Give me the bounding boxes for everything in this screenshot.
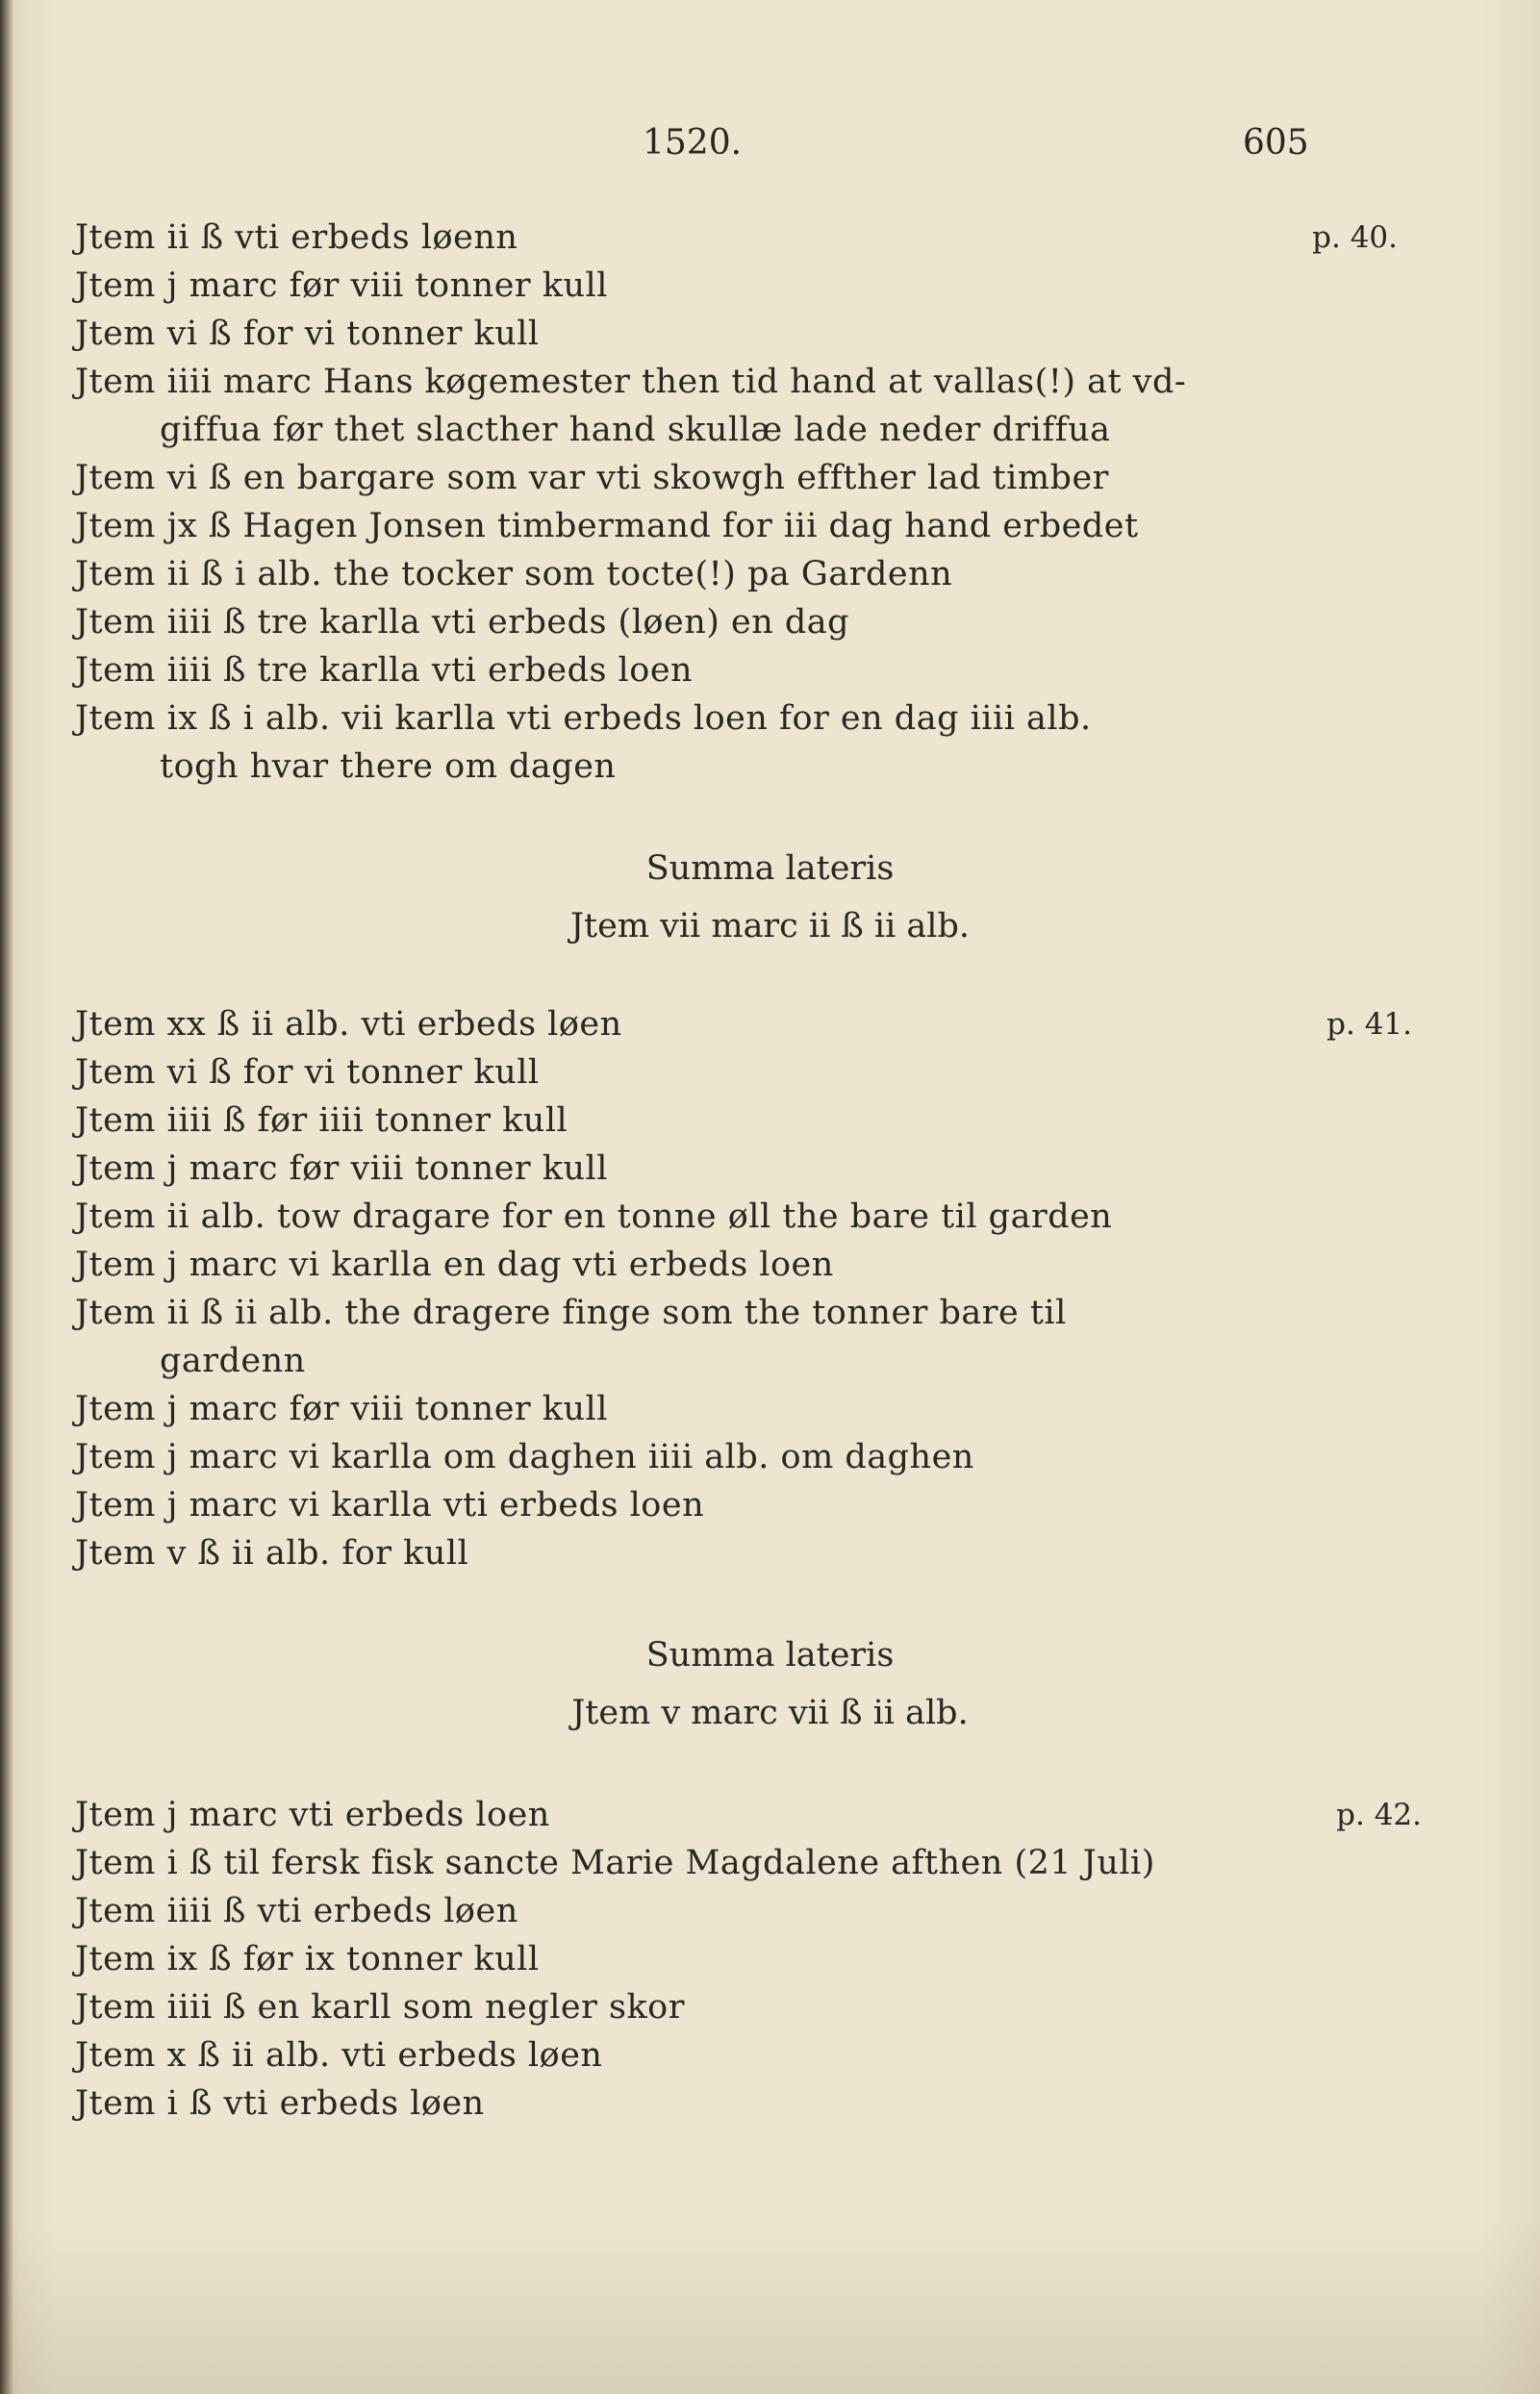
header-year: 1520.	[643, 123, 743, 163]
entry-line: Jtem i ß til fersk fisk sancte Marie Magdalene afthen (21 Juli)	[75, 1844, 1155, 1882]
summa-label: Summa lateris	[645, 1636, 895, 1675]
book-binding-edge	[0, 0, 13, 2394]
entry-line-continuation: giffua før thet slacther hand skullæ lade neder driffua	[160, 411, 1111, 449]
entry-line: Jtem iiii ß tre karlla vti erbeds loen	[75, 651, 694, 690]
entry-line: Jtem iiii ß tre karlla vti erbeds (løen) en dag	[75, 603, 850, 642]
page-reference: p. 42.	[1336, 1798, 1422, 1832]
entry-line: Jtem iiii ß en karll som negler skor	[75, 1988, 685, 2027]
entry-line: Jtem ii alb. tow dragare for en tonne øll the bare til garden	[75, 1197, 1113, 1236]
entry-line: Jtem j marc før viii tonner kull	[75, 1390, 608, 1428]
entry-block-p42	[75, 1791, 1441, 2128]
page-reference: p. 40.	[1312, 220, 1398, 255]
entry-line: Jtem j marc før viii tonner kull	[75, 1149, 608, 1188]
summa-value: Jtem vii marc ii ß ii alb.	[569, 907, 971, 945]
entry-line: Jtem v ß ii alb. for kull	[75, 1534, 469, 1573]
entry-line: Jtem ix ß i alb. vii karlla vti erbeds loen for en dag iiii alb.	[75, 699, 1092, 738]
entry-line: Jtem iiii ß vti erbeds løen	[75, 1892, 518, 1930]
summa-value: Jtem v marc vii ß ii alb.	[571, 1694, 969, 1732]
entry-line: Jtem jx ß Hagen Jonsen timbermand for iii dag hand erbedet	[75, 507, 1139, 545]
entry-line: Jtem j marc før viii tonner kull	[75, 266, 608, 305]
entry-line: Jtem vi ß for vi tonner kull	[75, 315, 540, 353]
entry-line-continuation: togh hvar there om dagen	[160, 747, 617, 786]
entry-line: Jtem ii ß i alb. the tocker som tocte(!) pa Gardenn	[75, 555, 953, 593]
entry-line: Jtem ii ß ii alb. the dragere finge som the tonner bare til	[75, 1294, 1067, 1332]
entry-line: Jtem j marc vi karlla om daghen iiii alb. om daghen	[75, 1438, 974, 1476]
entry-line: Jtem ii ß vti erbeds løenn	[75, 218, 518, 257]
entry-line: Jtem xx ß ii alb. vti erbeds løen	[75, 1005, 622, 1044]
page-bottom-shading	[0, 2221, 1540, 2394]
entry-line: Jtem vi ß en bargare som var vti skowgh effther lad timber	[75, 459, 1109, 497]
entry-line-continuation: gardenn	[160, 1342, 306, 1380]
entry-line: Jtem vi ß for vi tonner kull	[75, 1053, 540, 1092]
entry-line: Jtem i ß vti erbeds løen	[75, 2084, 485, 2123]
entry-line: Jtem j marc vi karlla en dag vti erbeds loen	[75, 1246, 834, 1284]
entry-line: Jtem j marc vi karlla vti erbeds loen	[75, 1486, 705, 1525]
entry-line: Jtem iiii ß før iiii tonner kull	[75, 1101, 568, 1140]
summa-label: Summa lateris	[645, 849, 895, 888]
entry-line: Jtem ix ß før ix tonner kull	[75, 1940, 540, 1978]
page-reference: p. 41.	[1326, 1007, 1412, 1042]
page-number: 605	[1243, 123, 1309, 163]
entry-block-p41	[75, 1000, 1441, 1577]
entry-block-p40	[75, 214, 1441, 791]
page-header	[0, 123, 1540, 181]
entry-line: Jtem iiii marc Hans køgemester then tid hand at vallas(!) at vd-	[75, 363, 1187, 401]
entry-line: Jtem j marc vti erbeds loen	[75, 1796, 550, 1834]
entry-line: Jtem x ß ii alb. vti erbeds løen	[75, 2036, 603, 2075]
